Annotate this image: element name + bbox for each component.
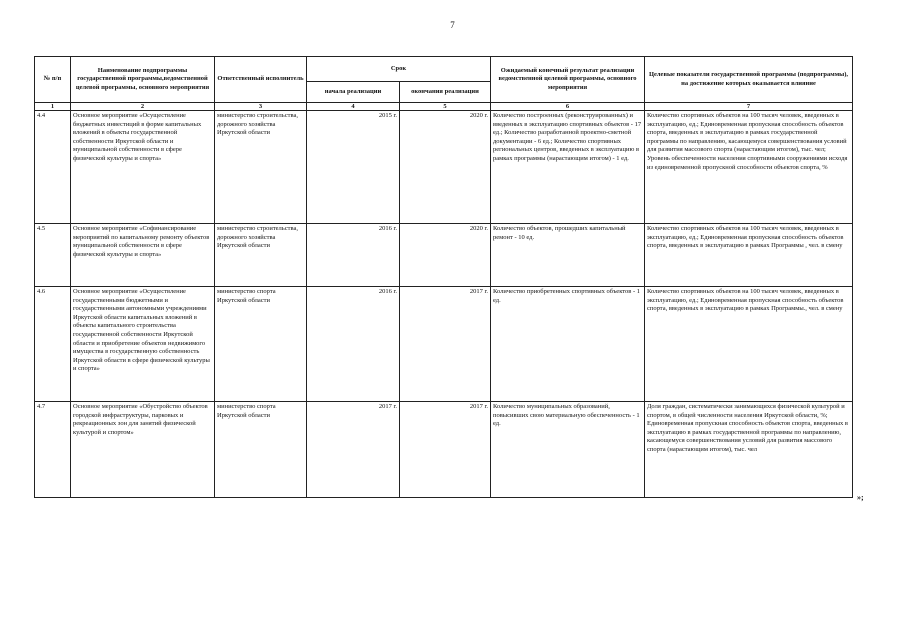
row-name: Основное мероприятие «Софинансирование мероприятий по капитальному ремонту объектов муниципальной собственности в сфере физической культуры и спорта» <box>71 224 215 287</box>
column-number: 1 <box>35 103 71 111</box>
row-result: Количество построенных (реконструированных) и введенных в эксплуатацию спортивных объектов - 17 ед.; Количество разработанной проектно-сметной документации - 6 ед.; Количество спортивных региональных центров, введенных в эксплуатацию в рамках программы (нарастающим итогом) - 1 ед. <box>491 111 645 224</box>
row-id: 4.7 <box>35 402 71 498</box>
table-row <box>35 111 853 224</box>
row-executor: министерство строительства, дорожного хозяйства Иркутской области <box>215 224 307 287</box>
column-number: 5 <box>400 103 491 111</box>
row-name: Основное мероприятие «Обустройство объектов городской инфраструктуры, парковых и рекреационных зон для занятий физической культурой и спортом» <box>71 402 215 498</box>
row-start: 2015 г. <box>307 111 400 224</box>
header-executor: Ответственный исполнитель <box>215 57 307 103</box>
row-end: 2017 г. <box>400 402 491 498</box>
row-executor: министерство строительства, дорожного хозяйства Иркутской области <box>215 111 307 224</box>
header-num: № п/п <box>35 57 71 103</box>
header-start: начала реализации <box>307 82 400 103</box>
row-start: 2016 г. <box>307 224 400 287</box>
row-name: Основное мероприятие «Осуществление бюджетных инвестиций в форме капитальных вложений в объекты государственной собственности Иркутской области и муниципальной собственности в сфере физической культуры и спорта» <box>71 111 215 224</box>
row-start: 2017 г. <box>307 402 400 498</box>
row-executor: министерство спорта Иркутской области <box>215 402 307 498</box>
page-number: 7 <box>450 20 455 30</box>
column-number: 4 <box>307 103 400 111</box>
row-end: 2017 г. <box>400 287 491 402</box>
table-row <box>35 402 853 498</box>
row-id: 4.6 <box>35 287 71 402</box>
row-id: 4.4 <box>35 111 71 224</box>
row-end: 2020 г. <box>400 224 491 287</box>
column-number: 2 <box>71 103 215 111</box>
row-name: Основное мероприятие «Осуществление государственными бюджетными и государственными автономными учреждениями Иркутской области капитальных вложений в объекты капитального строительства государственной собственности Иркутской области и приобретение объектов недвижимого имущества в государственную собственность Иркутской области в сфере физической культуры и спорта» <box>71 287 215 402</box>
row-indicators: Количество спортивных объектов на 100 тысяч человек, введенных в эксплуатацию, ед.; Единовременная пропускная способность объектов спорта, введенных в эксплуатацию в рамках государственной программы по направлению, касающемуся совершенствования условий для развития массового спорта (нарастающим итогом), тыс. чел; Уровень обеспеченности населения спортивными сооружениями исходя из единовременной пропускной способности объектов спорта, % <box>645 111 853 224</box>
column-number: 7 <box>645 103 853 111</box>
row-indicators: Доля граждан, систематически занимающихся физической культурой и спортом, в общей численности населения Иркутской области, %; Единовременная пропускная способность объектов спорта, введенных в эксплуатацию в рамках государственной программы по направлению, касающемуся совершенствования условий для развития массового спорта (нарастающим итогом), тыс. чел <box>645 402 853 498</box>
row-start: 2016 г. <box>307 287 400 402</box>
row-executor: министерство спорта Иркутской области <box>215 287 307 402</box>
row-end: 2020 г. <box>400 111 491 224</box>
row-result: Количество приобретенных спортивных объектов - 1 ед. <box>491 287 645 402</box>
table-row <box>35 224 853 287</box>
row-result: Количество муниципальных образований, повысивших свою материальную обеспеченность - 1 ед. <box>491 402 645 498</box>
column-numbers-row <box>35 103 853 111</box>
closing-quote-mark: »; <box>857 493 864 502</box>
header-term: Срок <box>307 57 491 82</box>
row-indicators: Количество спортивных объектов на 100 тысяч человек, введенных в эксплуатацию, ед.; Единовременная пропускная способность объектов спорта, введенных в эксплуатацию в рамках Программы., чел. в смену <box>645 287 853 402</box>
header-result: Ожидаемый конечный результат реализации ведомственной целевой программы, основного мероприятия <box>491 57 645 103</box>
column-number: 3 <box>215 103 307 111</box>
header-indicators: Целевые показатели государственной программы (подпрограммы), на достижение которых оказывается влияние <box>645 57 853 103</box>
row-result: Количество объектов, прошедших капитальный ремонт - 10 ед. <box>491 224 645 287</box>
row-id: 4.5 <box>35 224 71 287</box>
header-name: Наименование подпрограммы государственной программы,ведомственной целевой программы, основного мероприятия <box>71 57 215 103</box>
program-table <box>34 56 853 498</box>
table-row <box>35 287 853 402</box>
row-indicators: Количество спортивных объектов на 100 тысяч человек, введенных в эксплуатацию, ед.; Единовременная пропускная способность объектов спорта, введенных в эксплуатацию в рамках Программы , чел. в смену <box>645 224 853 287</box>
column-number: 6 <box>491 103 645 111</box>
header-end: окончания реализации <box>400 82 491 103</box>
